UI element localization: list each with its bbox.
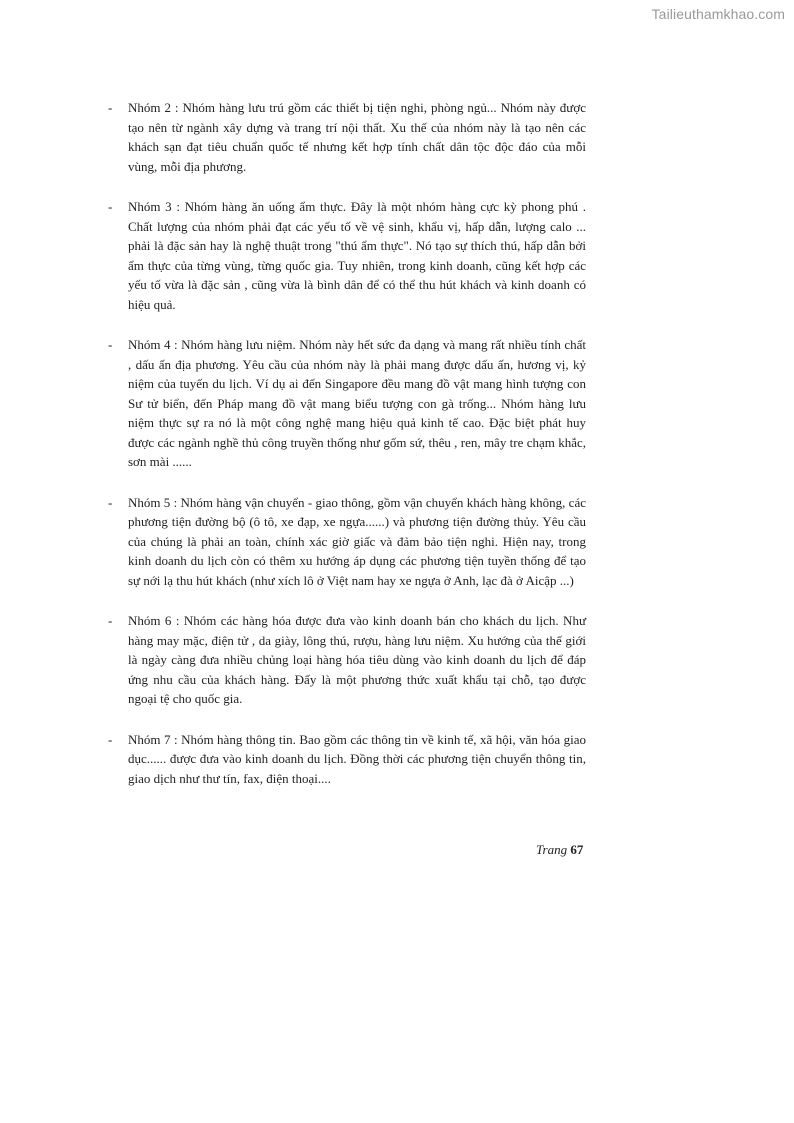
- list-item: [108, 197, 586, 314]
- bullet-dash: -: [108, 337, 113, 352]
- paragraph-nhom-5: Nhóm 5 : Nhóm hàng vận chuyển - giao thông, gồm vận chuyển khách hàng không, các phương tiện đường bộ (ô tô, xe đạp, xe ngựa......) và phương tiện đường thủy. Yêu cầu của chúng là phải an toàn, chính xác giờ giấc và đảm bảo tiện nghi. Hiện nay, trong kinh doanh du lịch còn có thêm xu hướng áp dụng các phương tiện tuyền thống để tạo sự nới lạ thu hút khách (như xích lô ở Việt nam hay xe ngựa ở Anh, lạc đà ở Aicập ...): [128, 494, 586, 588]
- bullet-dash: -: [108, 613, 113, 628]
- list-item: [108, 493, 586, 591]
- page-number: 67: [570, 842, 584, 857]
- paragraph-nhom-4: Nhóm 4 : Nhóm hàng lưu niệm. Nhóm này hết sức đa dạng và mang rất nhiều tính chất , dấu ấn địa phương. Yêu cầu của nhóm này là phải mang được dấu ấn, hương vị, kỷ niệm của tuyến du lịch. Ví dụ ai đến Singapore đều mang đồ vật mang hình tượng con Sư tử biển, đến Pháp mang đồ vật mang biểu tượng con gà trống... Nhóm hàng lưu niệm thực sự ra nó là một công nghệ mang hiệu quả kinh tế cao. Đặc biệt phát huy được các ngành nghề thủ công truyền thống như gốm sứ, thêu , ren, mây tre chạm khắc, sơn mài ......: [128, 337, 586, 469]
- list-item: [108, 98, 586, 176]
- paragraph-nhom-6: Nhóm 6 : Nhóm các hàng hóa được đưa vào kinh doanh bán cho khách du lịch. Như hàng may mặc, điện tử , da giày, lông thú, rượu, hàng lưu niệm. Xu hướng của thế giới là ngày càng đưa nhiều chủng loại hàng hóa tiêu dùng vào kinh doanh du lịch để đáp ứng nhu cầu của khách hàng. Đấy là một phương thức xuất khẩu tại chỗ, tạo được ngoại tệ cho quốc gia.: [128, 613, 586, 706]
- watermark-text: Tailieuthamkhao.com: [651, 6, 785, 22]
- bullet-dash: -: [108, 199, 113, 214]
- bullet-dash: -: [108, 731, 113, 747]
- list-item: [108, 335, 586, 472]
- bullet-dash: -: [108, 100, 113, 115]
- page-footer: [536, 842, 583, 858]
- page-label: Trang: [536, 842, 568, 857]
- bullet-dash: -: [108, 494, 113, 510]
- document-body: [108, 98, 586, 809]
- list-item: [108, 611, 586, 709]
- paragraph-nhom-2: Nhóm 2 : Nhóm hàng lưu trú gồm các thiết bị tiện nghi, phòng ngủ... Nhóm này được tạo nên từ ngành xây dựng và trang trí nội thất. Xu thế của nhóm này là tạo nên các khách sạn đạt tiêu chuẩn quốc tế nhưng kết hợp tính chất dân tộc độc đáo của mỗi vùng, mỗi địa phương.: [128, 100, 586, 174]
- paragraph-nhom-7: Nhóm 7 : Nhóm hàng thông tin. Bao gồm các thông tin về kinh tế, xã hội, văn hóa giao dục...... được đưa vào kinh doanh du lịch. Đồng thời các phương tiện chuyển thông tin, giao dịch như thư tín, fax, điện thoại....: [128, 731, 586, 786]
- list-item: [108, 730, 586, 789]
- paragraph-nhom-3: Nhóm 3 : Nhóm hàng ăn uống ẩm thực. Đây là một nhóm hàng cực kỳ phong phú . Chất lượng của nhóm phải đạt các yếu tố về vệ sinh, khẩu vị, hấp dẫn, lượng calo ... phải là đặc sản hay là nghệ thuật trong "thú ẩm thực". Nó tạo sự thích thú, hấp dẫn bởi ẩm thực của từng vùng, từng quốc gia. Tuy nhiên, trong kinh doanh, cũng kết hợp các yếu tố vừa là đặc sản , cũng vừa là bình dân để có thể thu hút khách và kinh doanh có hiệu quả.: [128, 199, 586, 312]
